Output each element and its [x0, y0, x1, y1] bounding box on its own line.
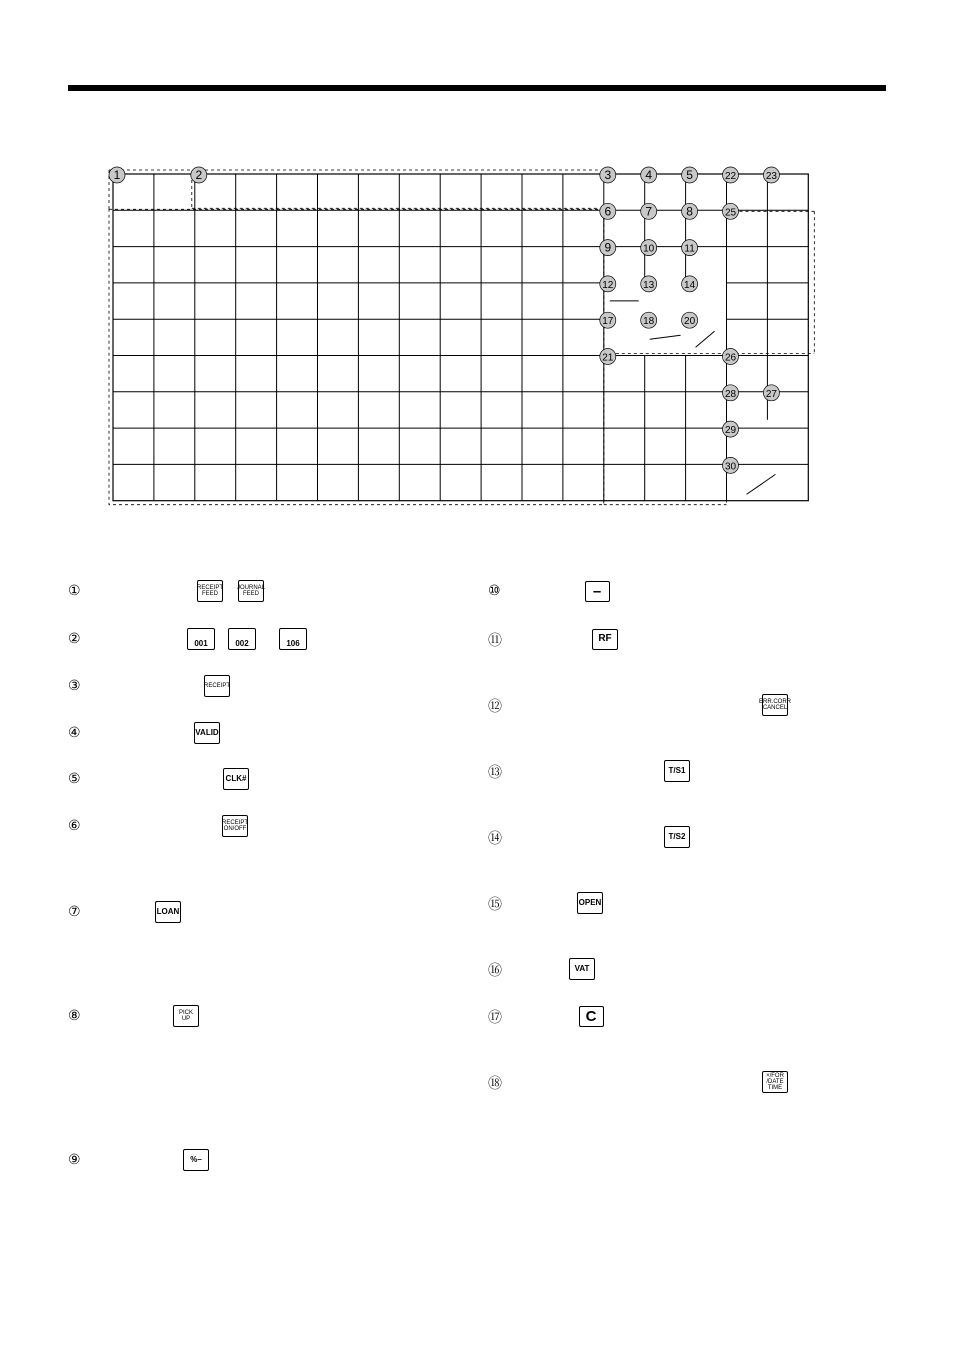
callout-marker [723, 349, 739, 365]
callout-marker [723, 167, 739, 183]
legend-number: ⑪ [488, 632, 502, 648]
key-glyph [279, 628, 307, 650]
callout-label: 23 [765, 171, 777, 182]
key-glyph-label: RECEIPT [222, 819, 249, 826]
callout-marker [682, 276, 698, 292]
key-glyph-label: VAT [574, 964, 590, 973]
key-glyph [223, 768, 249, 790]
callout-marker [641, 203, 657, 219]
key-glyph [577, 892, 603, 914]
legend-number: ④ [68, 724, 81, 740]
key-glyph-label: LOAN [156, 907, 180, 916]
callout-marker [723, 457, 739, 473]
key-glyph [194, 722, 220, 744]
key-glyph-label: ON/OFF [223, 826, 247, 832]
callout-label: 14 [684, 279, 696, 291]
callout-label: 2 [195, 168, 203, 182]
callout-marker [641, 240, 657, 256]
callout-marker [763, 167, 779, 183]
callout-label: 7 [645, 204, 653, 219]
callout-label: 1 [113, 168, 121, 182]
key-glyph-label: /DATE [766, 1078, 784, 1085]
callout-marker [682, 167, 698, 183]
callout-label: 5 [686, 168, 693, 182]
callout-label: 12 [602, 279, 614, 291]
legend-number: ② [68, 630, 81, 646]
legend-number: ⑩ [488, 582, 501, 598]
key-glyph [759, 694, 792, 716]
legend-number: ③ [68, 677, 81, 693]
callout-label: 8 [686, 204, 693, 219]
callout-marker [600, 276, 616, 292]
key-glyph-label: FEED [242, 591, 259, 597]
dashed-group-outline [109, 209, 604, 504]
key-glyph [173, 1005, 199, 1027]
callout-marker [723, 421, 739, 437]
callout-label: 4 [645, 168, 653, 182]
key-glyph [579, 1006, 604, 1027]
keyboard-layout-diagram [0, 0, 954, 560]
callout-label: 26 [724, 352, 737, 364]
key-glyph [228, 628, 256, 650]
key-glyph-label: T/S2 [668, 832, 686, 841]
key-glyph-label: RF [598, 633, 612, 644]
key-glyph [585, 581, 610, 602]
callout-marker [723, 385, 739, 401]
legend-number: ⑰ [488, 1009, 502, 1025]
key-glyph-label: – [592, 582, 602, 600]
legend-number: ⑮ [488, 896, 502, 912]
legend-number: ⑬ [488, 764, 502, 780]
key-glyph [204, 675, 230, 697]
key-glyph [664, 760, 690, 782]
merged-key-marker [650, 335, 681, 339]
callout-marker [600, 203, 616, 219]
key-glyph-label: 001 [194, 639, 208, 648]
callout-marker [763, 385, 779, 401]
callout-label: 29 [724, 425, 737, 437]
callout-marker [682, 312, 698, 328]
key-glyph-label: RECEIPT [204, 682, 231, 689]
key-glyph-label: CANCEL [762, 705, 788, 711]
key-glyph-label: ERR.CORR [759, 698, 792, 705]
key-glyph [762, 1071, 788, 1093]
callout-marker [682, 240, 698, 256]
key-glyph-label: ×/FOR [766, 1072, 784, 1079]
callout-label: 20 [684, 316, 696, 328]
legend-number: ⑨ [68, 1151, 81, 1167]
key-glyph-label: C [585, 1007, 597, 1025]
callout-label: 6 [604, 204, 612, 219]
callout-marker [682, 203, 698, 219]
callout-label: 25 [724, 207, 737, 219]
key-glyph [183, 1149, 209, 1171]
callout-marker [641, 276, 657, 292]
key-glyph-label: RECEIPT [197, 584, 224, 591]
callout-marker [600, 167, 616, 183]
legend-number: ⑭ [488, 830, 502, 846]
callout-label: 30 [724, 461, 737, 473]
legend-number: ⑧ [68, 1007, 81, 1023]
key-glyph [569, 958, 595, 980]
key-glyph-label: FEED [201, 591, 218, 597]
callout-label: 3 [604, 168, 612, 182]
callout-marker [600, 240, 616, 256]
callout-label: 22 [724, 171, 737, 182]
callout-label: 10 [643, 243, 655, 255]
legend-number: ⑦ [68, 903, 81, 919]
key-glyph [592, 629, 618, 650]
key-glyph-label: VALID [195, 728, 219, 737]
key-glyph-label: %– [190, 1155, 202, 1164]
legend-number: ① [68, 582, 81, 598]
callout-label: 9 [604, 240, 612, 255]
callout-label: 27 [765, 388, 777, 400]
callout-label: 28 [724, 388, 737, 400]
callout-marker [641, 312, 657, 328]
key-glyph [238, 580, 264, 602]
key-glyph [197, 580, 223, 602]
key-glyph-label: OPEN [578, 898, 602, 907]
legend-number: ⑫ [488, 698, 502, 714]
key-glyph-label: 002 [235, 639, 249, 648]
callout-marker [723, 203, 739, 219]
key-glyph-label: UP [181, 1016, 191, 1022]
callout-marker [641, 167, 657, 183]
merged-key-marker [696, 331, 715, 347]
legend-number: ⑯ [488, 962, 502, 978]
key-glyph [155, 901, 181, 923]
key-glyph-label: CLK# [225, 774, 247, 783]
key-glyph-label: 106 [286, 639, 300, 648]
key-glyph-label: TIME [767, 1085, 783, 1092]
key-glyph-label: T/S1 [668, 766, 686, 775]
key-glyph [222, 815, 248, 837]
legend-number: ⑱ [488, 1075, 502, 1091]
callout-label: 21 [602, 352, 614, 364]
legend-number: ⑥ [68, 817, 81, 833]
key-glyph [664, 826, 690, 848]
callout-label: 11 [684, 243, 695, 255]
merged-key-marker [747, 474, 776, 494]
callout-marker [600, 312, 616, 328]
keyboard-frame [113, 174, 808, 501]
key-glyph-label: PICK [178, 1009, 193, 1016]
callout-label: 18 [643, 316, 655, 328]
legend-number: ⑤ [68, 770, 81, 786]
callout-label: 13 [643, 279, 655, 291]
callout-label: 17 [602, 316, 614, 328]
key-glyph [187, 628, 215, 650]
callout-marker [109, 167, 125, 183]
key-glyph-label: JOURNAL [237, 584, 266, 591]
callout-marker [191, 167, 207, 183]
callout-marker [600, 349, 616, 365]
